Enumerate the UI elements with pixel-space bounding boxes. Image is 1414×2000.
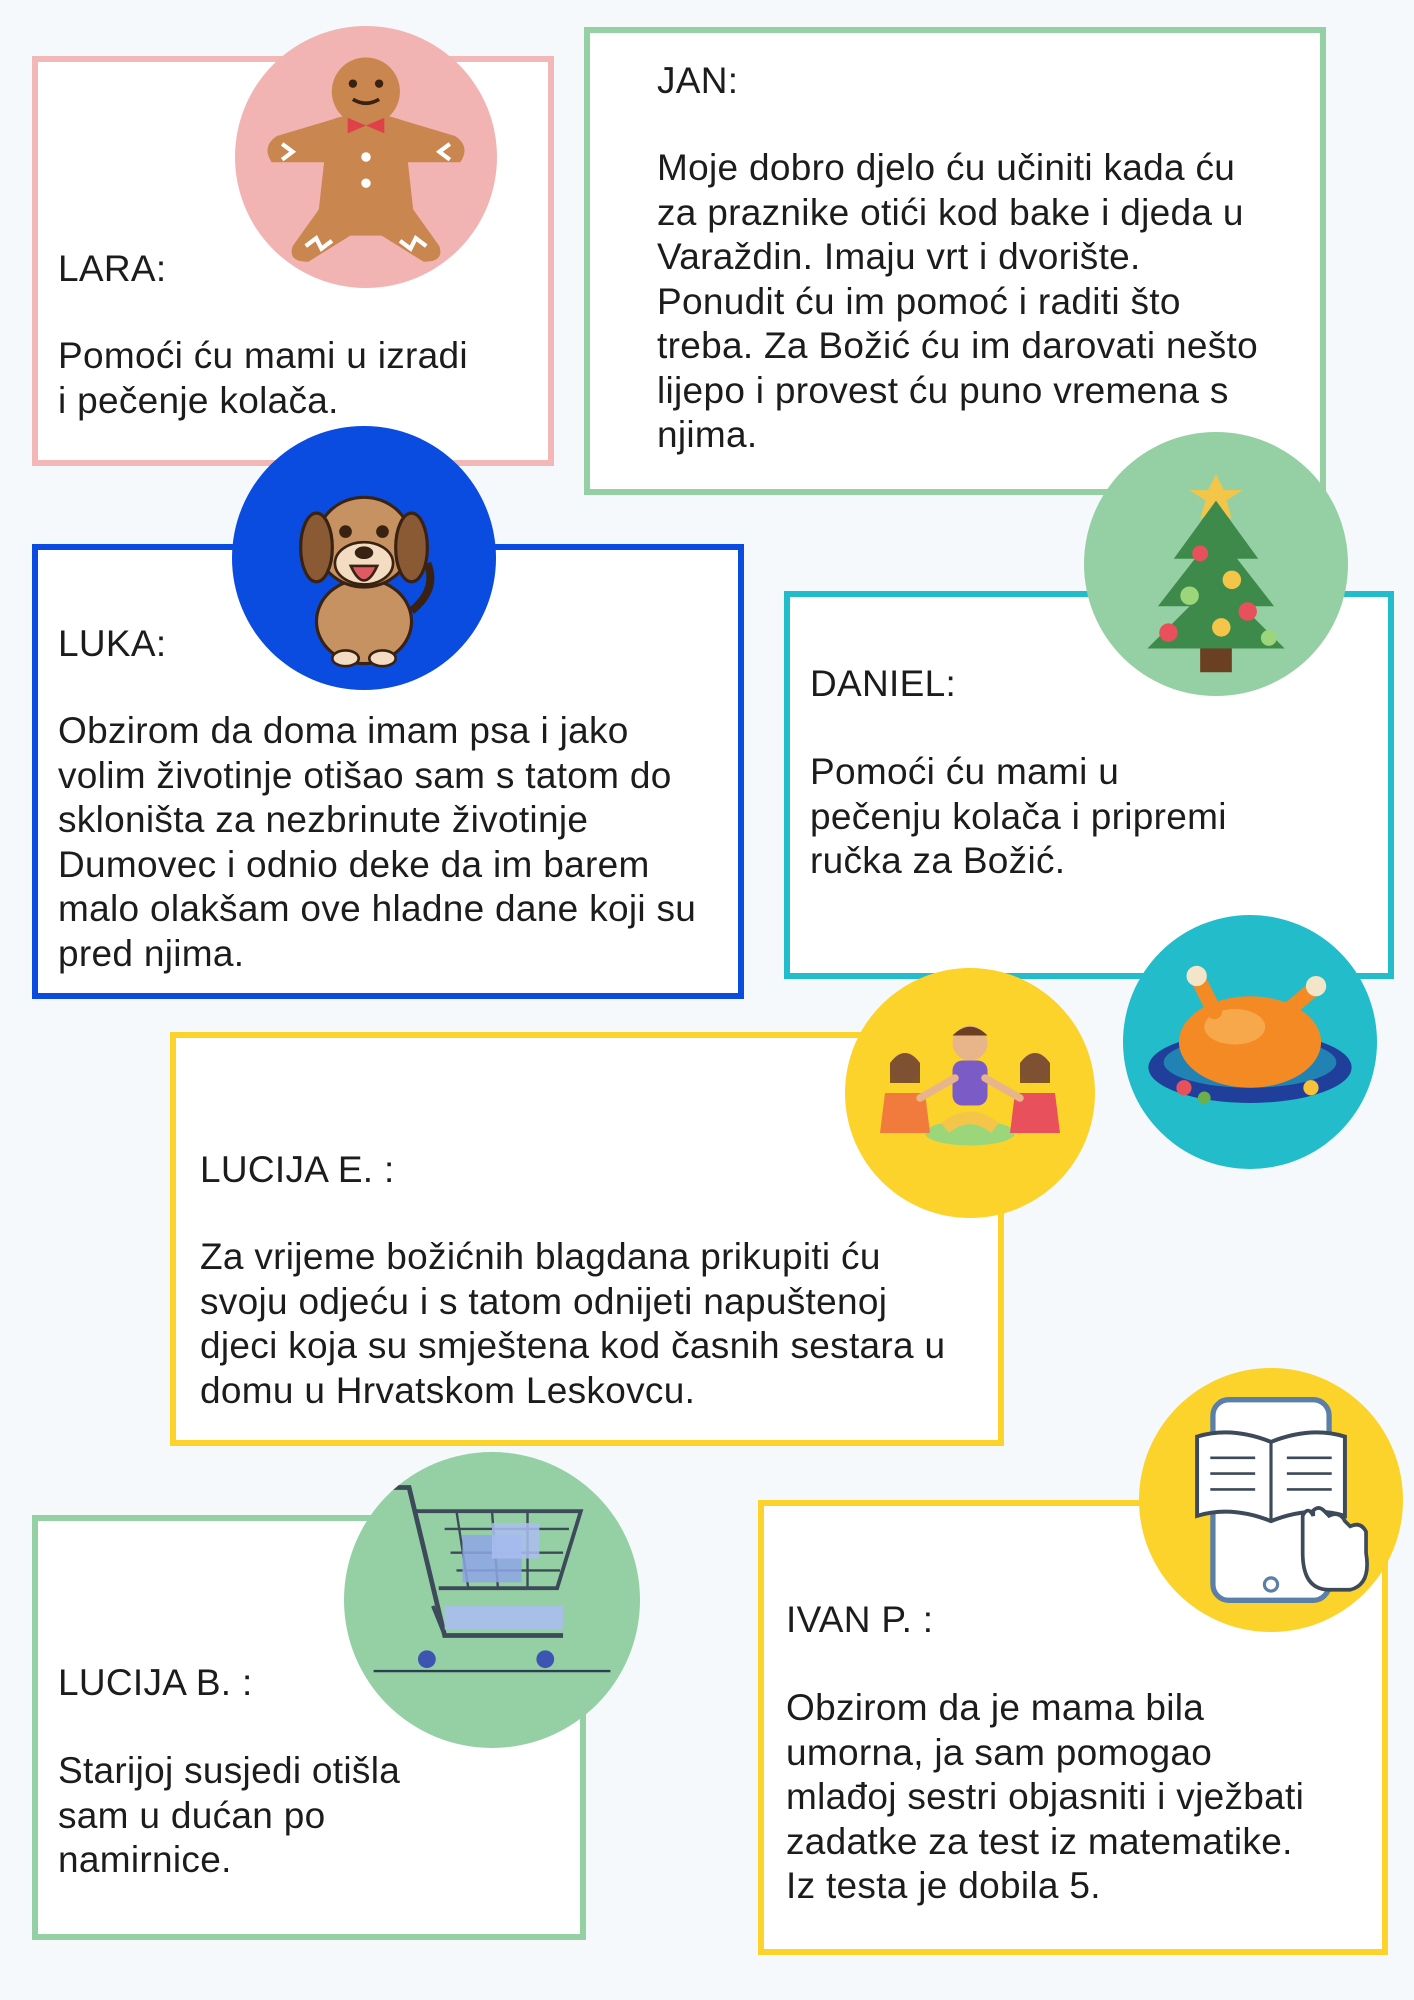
dog-icon bbox=[232, 426, 496, 690]
card-text: Moje dobro djelo ću učiniti kada ću za praznike otići kod bake i djeda u Varaždin. Imaju vrt i dvorište. Ponudit ću im pomoć i raditi što treba. Za Božić ću im darovati nešto lijepo i provest ću puno vremena s njima. bbox=[657, 147, 1259, 455]
card-name: LARA: bbox=[58, 248, 167, 289]
card-text: Za vrijeme božićnih blagdana prikupiti ću svoju odjeću i s tatom odnijeti napuštenoj djeci koja su smještena kod časnih sestara u domu u Hrvatskom Leskovcu. bbox=[200, 1236, 946, 1411]
card-text: Starijoj susjedi otišla sam u dućan po namirnice. bbox=[58, 1750, 401, 1880]
card-name: JAN: bbox=[657, 60, 739, 101]
card-name: IVAN P. : bbox=[786, 1599, 934, 1640]
card-name: LUCIJA E. : bbox=[200, 1149, 395, 1190]
card-text: Obzirom da doma imam psa i jako volim životinje otišao sam s tatom do skloništa za nezbrinute životinje Dumovec i odnio deke da im barem malo olakšam ove hladne dane koji su pred njima. bbox=[58, 710, 697, 974]
roast-chicken-icon bbox=[1123, 915, 1377, 1169]
shopping-cart-icon bbox=[344, 1452, 640, 1748]
card-name: LUCIJA B. : bbox=[58, 1662, 253, 1703]
christmas-tree-icon bbox=[1084, 432, 1348, 696]
children-circle-icon bbox=[845, 968, 1095, 1218]
tablet-book-icon bbox=[1139, 1368, 1403, 1632]
card-jan bbox=[584, 27, 1326, 495]
card-text: Obzirom da je mama bila umorna, ja sam pomogao mlađoj sestri objasniti i vježbati zadatke za test iz matematike. Iz testa je dobila 5. bbox=[786, 1687, 1305, 1906]
card-text: Pomoći ću mami u pečenju kolača i pripremi ručka za Božić. bbox=[810, 751, 1227, 881]
card-text: Pomoći ću mami u izradi i pečenje kolača. bbox=[58, 335, 468, 421]
card-name: DANIEL: bbox=[810, 663, 957, 704]
gingerbread-man-icon bbox=[235, 26, 497, 288]
card-name: LUKA: bbox=[58, 623, 167, 664]
